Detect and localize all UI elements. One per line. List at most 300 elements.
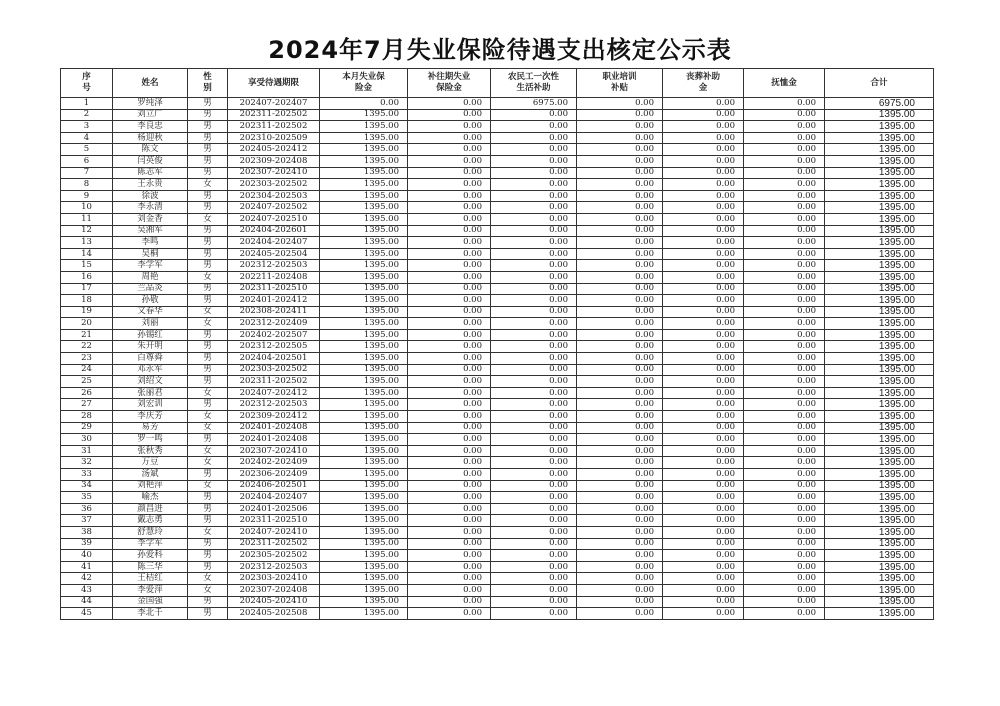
cell-back-pay: 0.00 bbox=[408, 550, 491, 562]
cell-monthly-benefit: 1395.00 bbox=[320, 387, 408, 399]
cell-gender: 女 bbox=[188, 526, 228, 538]
cell-migrant-subsidy: 0.00 bbox=[491, 445, 577, 457]
cell-gender: 男 bbox=[188, 167, 228, 179]
cell-funeral-subsidy: 0.00 bbox=[663, 167, 744, 179]
cell-migrant-subsidy: 0.00 bbox=[491, 271, 577, 283]
cell-total: 1395.00 bbox=[825, 596, 934, 608]
cell-period: 202303-202502 bbox=[228, 179, 320, 191]
cell-pension: 0.00 bbox=[744, 422, 825, 434]
cell-period: 202405-202508 bbox=[228, 608, 320, 620]
cell-total: 1395.00 bbox=[825, 550, 934, 562]
table-row bbox=[61, 550, 934, 562]
cell-pension: 0.00 bbox=[744, 561, 825, 573]
cell-name: 李庆芳 bbox=[113, 411, 188, 423]
cell-pension: 0.00 bbox=[744, 306, 825, 318]
cell-seq: 34 bbox=[61, 480, 113, 492]
table-row bbox=[61, 364, 934, 376]
cell-funeral-subsidy: 0.00 bbox=[663, 132, 744, 144]
cell-total: 6975.00 bbox=[825, 98, 934, 110]
cell-total: 1395.00 bbox=[825, 503, 934, 515]
cell-gender: 男 bbox=[188, 399, 228, 411]
cell-gender: 男 bbox=[188, 538, 228, 550]
cell-migrant-subsidy: 0.00 bbox=[491, 457, 577, 469]
cell-pension: 0.00 bbox=[744, 492, 825, 504]
cell-period: 202303-202410 bbox=[228, 573, 320, 585]
cell-period: 202307-202410 bbox=[228, 167, 320, 179]
header-pension: 抚恤金 bbox=[744, 69, 825, 98]
cell-gender: 女 bbox=[188, 213, 228, 225]
cell-period: 202407-202502 bbox=[228, 202, 320, 214]
cell-gender: 男 bbox=[188, 353, 228, 365]
cell-seq: 8 bbox=[61, 179, 113, 191]
cell-migrant-subsidy: 0.00 bbox=[491, 144, 577, 156]
cell-period: 202402-202409 bbox=[228, 457, 320, 469]
cell-period: 202304-202503 bbox=[228, 190, 320, 202]
cell-funeral-subsidy: 0.00 bbox=[663, 422, 744, 434]
cell-gender: 男 bbox=[188, 260, 228, 272]
cell-total: 1395.00 bbox=[825, 213, 934, 225]
cell-seq: 18 bbox=[61, 295, 113, 307]
cell-migrant-subsidy: 0.00 bbox=[491, 608, 577, 620]
table-row bbox=[61, 434, 934, 446]
cell-training-subsidy: 0.00 bbox=[577, 121, 663, 133]
cell-total: 1395.00 bbox=[825, 155, 934, 167]
cell-gender: 男 bbox=[188, 144, 228, 156]
cell-name: 张秋秀 bbox=[113, 445, 188, 457]
cell-training-subsidy: 0.00 bbox=[577, 98, 663, 110]
cell-total: 1395.00 bbox=[825, 422, 934, 434]
table-row bbox=[61, 179, 934, 191]
cell-training-subsidy: 0.00 bbox=[577, 225, 663, 237]
cell-pension: 0.00 bbox=[744, 225, 825, 237]
cell-monthly-benefit: 1395.00 bbox=[320, 353, 408, 365]
cell-migrant-subsidy: 0.00 bbox=[491, 469, 577, 481]
cell-monthly-benefit: 1395.00 bbox=[320, 271, 408, 283]
cell-migrant-subsidy: 0.00 bbox=[491, 306, 577, 318]
cell-total: 1395.00 bbox=[825, 353, 934, 365]
cell-funeral-subsidy: 0.00 bbox=[663, 364, 744, 376]
cell-pension: 0.00 bbox=[744, 248, 825, 260]
table-row bbox=[61, 318, 934, 330]
cell-migrant-subsidy: 0.00 bbox=[491, 584, 577, 596]
table-row bbox=[61, 306, 934, 318]
cell-monthly-benefit: 1395.00 bbox=[320, 584, 408, 596]
cell-training-subsidy: 0.00 bbox=[577, 329, 663, 341]
cell-gender: 男 bbox=[188, 295, 228, 307]
table-row bbox=[61, 480, 934, 492]
cell-seq: 29 bbox=[61, 422, 113, 434]
benefits-table bbox=[60, 68, 934, 620]
cell-name: 戴志勇 bbox=[113, 515, 188, 527]
cell-total: 1395.00 bbox=[825, 132, 934, 144]
cell-training-subsidy: 0.00 bbox=[577, 608, 663, 620]
cell-funeral-subsidy: 0.00 bbox=[663, 179, 744, 191]
cell-gender: 男 bbox=[188, 132, 228, 144]
cell-pension: 0.00 bbox=[744, 190, 825, 202]
cell-seq: 45 bbox=[61, 608, 113, 620]
cell-pension: 0.00 bbox=[744, 329, 825, 341]
cell-migrant-subsidy: 0.00 bbox=[491, 376, 577, 388]
cell-monthly-benefit: 1395.00 bbox=[320, 515, 408, 527]
cell-total: 1395.00 bbox=[825, 283, 934, 295]
cell-training-subsidy: 0.00 bbox=[577, 271, 663, 283]
cell-seq: 3 bbox=[61, 121, 113, 133]
cell-gender: 男 bbox=[188, 596, 228, 608]
cell-period: 202309-202412 bbox=[228, 411, 320, 423]
cell-monthly-benefit: 1395.00 bbox=[320, 503, 408, 515]
cell-migrant-subsidy: 0.00 bbox=[491, 248, 577, 260]
cell-seq: 33 bbox=[61, 469, 113, 481]
cell-name: 徐波 bbox=[113, 190, 188, 202]
cell-back-pay: 0.00 bbox=[408, 469, 491, 481]
cell-monthly-benefit: 1395.00 bbox=[320, 248, 408, 260]
cell-monthly-benefit: 1395.00 bbox=[320, 608, 408, 620]
cell-period: 202312-202503 bbox=[228, 561, 320, 573]
cell-funeral-subsidy: 0.00 bbox=[663, 538, 744, 550]
cell-name: 李良忠 bbox=[113, 121, 188, 133]
cell-training-subsidy: 0.00 bbox=[577, 155, 663, 167]
cell-funeral-subsidy: 0.00 bbox=[663, 121, 744, 133]
cell-funeral-subsidy: 0.00 bbox=[663, 98, 744, 110]
cell-monthly-benefit: 1395.00 bbox=[320, 295, 408, 307]
cell-funeral-subsidy: 0.00 bbox=[663, 248, 744, 260]
cell-total: 1395.00 bbox=[825, 144, 934, 156]
cell-total: 1395.00 bbox=[825, 329, 934, 341]
cell-funeral-subsidy: 0.00 bbox=[663, 237, 744, 249]
cell-monthly-benefit: 1395.00 bbox=[320, 132, 408, 144]
cell-name: 王永贵 bbox=[113, 179, 188, 191]
cell-name: 张丽君 bbox=[113, 387, 188, 399]
cell-training-subsidy: 0.00 bbox=[577, 584, 663, 596]
cell-migrant-subsidy: 0.00 bbox=[491, 364, 577, 376]
cell-pension: 0.00 bbox=[744, 584, 825, 596]
cell-gender: 男 bbox=[188, 492, 228, 504]
cell-seq: 42 bbox=[61, 573, 113, 585]
cell-training-subsidy: 0.00 bbox=[577, 306, 663, 318]
cell-gender: 男 bbox=[188, 561, 228, 573]
cell-migrant-subsidy: 0.00 bbox=[491, 515, 577, 527]
cell-total: 1395.00 bbox=[825, 538, 934, 550]
cell-total: 1395.00 bbox=[825, 248, 934, 260]
cell-migrant-subsidy: 0.00 bbox=[491, 283, 577, 295]
cell-gender: 男 bbox=[188, 469, 228, 481]
cell-pension: 0.00 bbox=[744, 109, 825, 121]
cell-migrant-subsidy: 0.00 bbox=[491, 202, 577, 214]
cell-gender: 男 bbox=[188, 434, 228, 446]
cell-training-subsidy: 0.00 bbox=[577, 399, 663, 411]
cell-pension: 0.00 bbox=[744, 144, 825, 156]
cell-total: 1395.00 bbox=[825, 306, 934, 318]
cell-monthly-benefit: 1395.00 bbox=[320, 561, 408, 573]
table-row bbox=[61, 584, 934, 596]
cell-period: 202401-202412 bbox=[228, 295, 320, 307]
cell-back-pay: 0.00 bbox=[408, 399, 491, 411]
cell-training-subsidy: 0.00 bbox=[577, 144, 663, 156]
cell-training-subsidy: 0.00 bbox=[577, 237, 663, 249]
cell-funeral-subsidy: 0.00 bbox=[663, 550, 744, 562]
cell-period: 202312-202505 bbox=[228, 341, 320, 353]
cell-name: 李北千 bbox=[113, 608, 188, 620]
cell-training-subsidy: 0.00 bbox=[577, 213, 663, 225]
cell-training-subsidy: 0.00 bbox=[577, 480, 663, 492]
cell-total: 1395.00 bbox=[825, 190, 934, 202]
table-row bbox=[61, 353, 934, 365]
cell-monthly-benefit: 1395.00 bbox=[320, 225, 408, 237]
cell-training-subsidy: 0.00 bbox=[577, 526, 663, 538]
cell-seq: 22 bbox=[61, 341, 113, 353]
cell-pension: 0.00 bbox=[744, 237, 825, 249]
cell-seq: 5 bbox=[61, 144, 113, 156]
page-title: 2024年7月失业保险待遇支出核定公示表 bbox=[268, 36, 732, 64]
cell-pension: 0.00 bbox=[744, 318, 825, 330]
cell-name: 颜昌进 bbox=[113, 503, 188, 515]
cell-monthly-benefit: 1395.00 bbox=[320, 190, 408, 202]
cell-period: 202309-202408 bbox=[228, 155, 320, 167]
cell-migrant-subsidy: 0.00 bbox=[491, 329, 577, 341]
table-row bbox=[61, 260, 934, 272]
cell-back-pay: 0.00 bbox=[408, 561, 491, 573]
header-funeral-subsidy: 丧葬补助金 bbox=[663, 69, 744, 98]
cell-back-pay: 0.00 bbox=[408, 422, 491, 434]
cell-back-pay: 0.00 bbox=[408, 503, 491, 515]
cell-gender: 女 bbox=[188, 179, 228, 191]
table-row bbox=[61, 202, 934, 214]
cell-back-pay: 0.00 bbox=[408, 434, 491, 446]
cell-monthly-benefit: 1395.00 bbox=[320, 213, 408, 225]
cell-gender: 男 bbox=[188, 550, 228, 562]
cell-total: 1395.00 bbox=[825, 526, 934, 538]
cell-training-subsidy: 0.00 bbox=[577, 596, 663, 608]
cell-name: 邓永军 bbox=[113, 364, 188, 376]
cell-gender: 男 bbox=[188, 329, 228, 341]
cell-gender: 男 bbox=[188, 155, 228, 167]
table-row bbox=[61, 283, 934, 295]
cell-seq: 25 bbox=[61, 376, 113, 388]
cell-total: 1395.00 bbox=[825, 480, 934, 492]
table-row bbox=[61, 469, 934, 481]
cell-funeral-subsidy: 0.00 bbox=[663, 515, 744, 527]
cell-funeral-subsidy: 0.00 bbox=[663, 376, 744, 388]
cell-migrant-subsidy: 0.00 bbox=[491, 179, 577, 191]
header-period: 享受待遇期限 bbox=[228, 69, 320, 98]
cell-name: 刘宏训 bbox=[113, 399, 188, 411]
cell-name: 孙爱科 bbox=[113, 550, 188, 562]
cell-total: 1395.00 bbox=[825, 399, 934, 411]
cell-back-pay: 0.00 bbox=[408, 364, 491, 376]
table-row bbox=[61, 399, 934, 411]
cell-migrant-subsidy: 0.00 bbox=[491, 213, 577, 225]
cell-back-pay: 0.00 bbox=[408, 144, 491, 156]
cell-funeral-subsidy: 0.00 bbox=[663, 492, 744, 504]
cell-period: 202401-202408 bbox=[228, 422, 320, 434]
cell-period: 202311-202502 bbox=[228, 121, 320, 133]
cell-seq: 44 bbox=[61, 596, 113, 608]
cell-gender: 女 bbox=[188, 387, 228, 399]
cell-funeral-subsidy: 0.00 bbox=[663, 584, 744, 596]
table-row bbox=[61, 492, 934, 504]
cell-training-subsidy: 0.00 bbox=[577, 515, 663, 527]
cell-pension: 0.00 bbox=[744, 411, 825, 423]
cell-back-pay: 0.00 bbox=[408, 213, 491, 225]
cell-back-pay: 0.00 bbox=[408, 492, 491, 504]
table-row bbox=[61, 538, 934, 550]
cell-seq: 7 bbox=[61, 167, 113, 179]
cell-funeral-subsidy: 0.00 bbox=[663, 445, 744, 457]
cell-pension: 0.00 bbox=[744, 167, 825, 179]
header-total: 合计 bbox=[825, 69, 934, 98]
cell-total: 1395.00 bbox=[825, 469, 934, 481]
cell-monthly-benefit: 1395.00 bbox=[320, 364, 408, 376]
cell-funeral-subsidy: 0.00 bbox=[663, 225, 744, 237]
cell-period: 202404-202601 bbox=[228, 225, 320, 237]
cell-migrant-subsidy: 0.00 bbox=[491, 399, 577, 411]
cell-pension: 0.00 bbox=[744, 283, 825, 295]
cell-pension: 0.00 bbox=[744, 503, 825, 515]
cell-monthly-benefit: 1395.00 bbox=[320, 526, 408, 538]
cell-monthly-benefit: 1395.00 bbox=[320, 318, 408, 330]
cell-back-pay: 0.00 bbox=[408, 445, 491, 457]
table-row bbox=[61, 248, 934, 260]
cell-back-pay: 0.00 bbox=[408, 132, 491, 144]
cell-pension: 0.00 bbox=[744, 364, 825, 376]
cell-gender: 男 bbox=[188, 503, 228, 515]
cell-monthly-benefit: 1395.00 bbox=[320, 411, 408, 423]
table-body bbox=[61, 98, 934, 620]
cell-back-pay: 0.00 bbox=[408, 596, 491, 608]
cell-total: 1395.00 bbox=[825, 561, 934, 573]
cell-gender: 男 bbox=[188, 225, 228, 237]
cell-migrant-subsidy: 6975.00 bbox=[491, 98, 577, 110]
cell-total: 1395.00 bbox=[825, 121, 934, 133]
cell-period: 202406-202501 bbox=[228, 480, 320, 492]
cell-total: 1395.00 bbox=[825, 457, 934, 469]
cell-monthly-benefit: 0.00 bbox=[320, 98, 408, 110]
cell-back-pay: 0.00 bbox=[408, 411, 491, 423]
header-seq: 序号 bbox=[61, 69, 113, 98]
cell-migrant-subsidy: 0.00 bbox=[491, 237, 577, 249]
cell-name: 陈志军 bbox=[113, 167, 188, 179]
table-row bbox=[61, 608, 934, 620]
cell-gender: 男 bbox=[188, 515, 228, 527]
cell-funeral-subsidy: 0.00 bbox=[663, 526, 744, 538]
cell-back-pay: 0.00 bbox=[408, 271, 491, 283]
cell-period: 202312-202503 bbox=[228, 399, 320, 411]
cell-seq: 2 bbox=[61, 109, 113, 121]
cell-pension: 0.00 bbox=[744, 596, 825, 608]
cell-total: 1395.00 bbox=[825, 387, 934, 399]
cell-migrant-subsidy: 0.00 bbox=[491, 109, 577, 121]
cell-pension: 0.00 bbox=[744, 179, 825, 191]
cell-monthly-benefit: 1395.00 bbox=[320, 237, 408, 249]
cell-gender: 女 bbox=[188, 584, 228, 596]
cell-monthly-benefit: 1395.00 bbox=[320, 167, 408, 179]
cell-training-subsidy: 0.00 bbox=[577, 248, 663, 260]
cell-back-pay: 0.00 bbox=[408, 155, 491, 167]
cell-migrant-subsidy: 0.00 bbox=[491, 295, 577, 307]
cell-funeral-subsidy: 0.00 bbox=[663, 480, 744, 492]
cell-monthly-benefit: 1395.00 bbox=[320, 144, 408, 156]
cell-gender: 男 bbox=[188, 190, 228, 202]
cell-training-subsidy: 0.00 bbox=[577, 503, 663, 515]
cell-funeral-subsidy: 0.00 bbox=[663, 306, 744, 318]
cell-pension: 0.00 bbox=[744, 271, 825, 283]
cell-period: 202402-202507 bbox=[228, 329, 320, 341]
cell-period: 202405-202410 bbox=[228, 596, 320, 608]
cell-training-subsidy: 0.00 bbox=[577, 341, 663, 353]
cell-gender: 女 bbox=[188, 573, 228, 585]
cell-funeral-subsidy: 0.00 bbox=[663, 387, 744, 399]
table-row bbox=[61, 411, 934, 423]
cell-name: 刘立广 bbox=[113, 109, 188, 121]
cell-monthly-benefit: 1395.00 bbox=[320, 341, 408, 353]
cell-migrant-subsidy: 0.00 bbox=[491, 480, 577, 492]
cell-name: 陈三华 bbox=[113, 561, 188, 573]
cell-training-subsidy: 0.00 bbox=[577, 550, 663, 562]
table-row bbox=[61, 422, 934, 434]
cell-total: 1395.00 bbox=[825, 573, 934, 585]
table-row bbox=[61, 387, 934, 399]
cell-gender: 男 bbox=[188, 202, 228, 214]
cell-period: 202211-202408 bbox=[228, 271, 320, 283]
cell-gender: 男 bbox=[188, 376, 228, 388]
cell-back-pay: 0.00 bbox=[408, 225, 491, 237]
cell-pension: 0.00 bbox=[744, 608, 825, 620]
cell-training-subsidy: 0.00 bbox=[577, 190, 663, 202]
cell-name: 文春华 bbox=[113, 306, 188, 318]
cell-training-subsidy: 0.00 bbox=[577, 295, 663, 307]
cell-name: 闫英俊 bbox=[113, 155, 188, 167]
header-monthly-benefit: 本月失业保险金 bbox=[320, 69, 408, 98]
cell-gender: 女 bbox=[188, 318, 228, 330]
cell-name: 吴湘军 bbox=[113, 225, 188, 237]
cell-seq: 17 bbox=[61, 283, 113, 295]
cell-period: 202307-202410 bbox=[228, 445, 320, 457]
cell-funeral-subsidy: 0.00 bbox=[663, 399, 744, 411]
cell-gender: 男 bbox=[188, 248, 228, 260]
table-row bbox=[61, 155, 934, 167]
table-row bbox=[61, 457, 934, 469]
cell-migrant-subsidy: 0.00 bbox=[491, 434, 577, 446]
cell-monthly-benefit: 1395.00 bbox=[320, 596, 408, 608]
cell-monthly-benefit: 1395.00 bbox=[320, 283, 408, 295]
cell-gender: 男 bbox=[188, 109, 228, 121]
cell-funeral-subsidy: 0.00 bbox=[663, 503, 744, 515]
cell-monthly-benefit: 1395.00 bbox=[320, 179, 408, 191]
cell-name: 罗纯泽 bbox=[113, 98, 188, 110]
cell-period: 202305-202502 bbox=[228, 550, 320, 562]
cell-name: 李鸣 bbox=[113, 237, 188, 249]
cell-gender: 男 bbox=[188, 608, 228, 620]
cell-seq: 26 bbox=[61, 387, 113, 399]
cell-funeral-subsidy: 0.00 bbox=[663, 457, 744, 469]
cell-migrant-subsidy: 0.00 bbox=[491, 155, 577, 167]
cell-gender: 男 bbox=[188, 121, 228, 133]
cell-back-pay: 0.00 bbox=[408, 457, 491, 469]
cell-gender: 女 bbox=[188, 271, 228, 283]
table-row bbox=[61, 526, 934, 538]
cell-total: 1395.00 bbox=[825, 608, 934, 620]
cell-back-pay: 0.00 bbox=[408, 237, 491, 249]
cell-seq: 10 bbox=[61, 202, 113, 214]
cell-monthly-benefit: 1395.00 bbox=[320, 434, 408, 446]
cell-monthly-benefit: 1395.00 bbox=[320, 329, 408, 341]
cell-training-subsidy: 0.00 bbox=[577, 167, 663, 179]
cell-back-pay: 0.00 bbox=[408, 329, 491, 341]
cell-period: 202405-202412 bbox=[228, 144, 320, 156]
cell-monthly-benefit: 1395.00 bbox=[320, 445, 408, 457]
cell-funeral-subsidy: 0.00 bbox=[663, 561, 744, 573]
cell-period: 202312-202409 bbox=[228, 318, 320, 330]
